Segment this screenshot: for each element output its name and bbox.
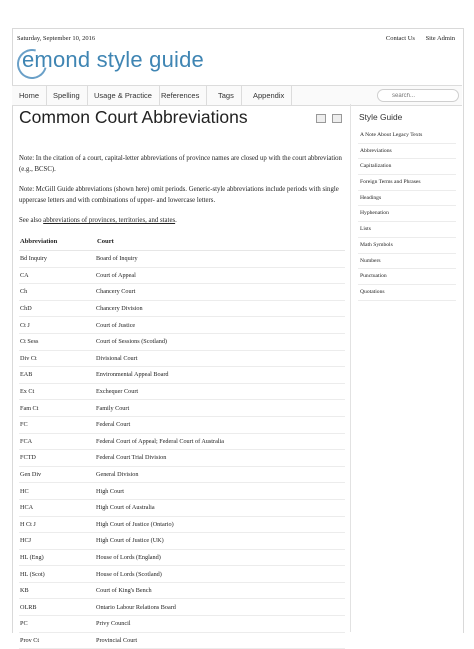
court-cell: Federal Court [96, 416, 345, 433]
sidebar-list [358, 128, 456, 301]
abbreviation-cell: HCJ [19, 533, 96, 550]
page-tools [314, 114, 342, 132]
tab-usage-practice[interactable]: Usage & Practice [87, 86, 160, 105]
abbreviation-cell: Ch [19, 284, 96, 301]
table-row [19, 549, 345, 566]
court-cell: Divisional Court [96, 350, 345, 367]
table-header-row [19, 232, 345, 251]
see-also [19, 215, 349, 226]
tab-references[interactable]: References [154, 86, 207, 105]
sidebar-item[interactable]: Abbreviations [358, 144, 456, 160]
court-cell: Federal Court of Appeal; Federal Court of Australia [96, 433, 345, 450]
court-cell: High Court of Australia [96, 499, 345, 516]
abbreviation-cell: CA [19, 267, 96, 284]
abbreviation-cell: EAB [19, 367, 96, 384]
table-row [19, 433, 345, 450]
table-row [19, 416, 345, 433]
court-cell: Environmental Appeal Board [96, 367, 345, 384]
top-links [377, 35, 455, 42]
table-row [19, 367, 345, 384]
court-cell: Privy Council [96, 616, 345, 633]
table-row [19, 632, 345, 649]
abbreviation-cell: PC [19, 616, 96, 633]
table-row [19, 616, 345, 633]
sidebar-item[interactable]: Punctuation [358, 269, 456, 285]
table-body [19, 251, 345, 649]
tab-spelling[interactable]: Spelling [46, 86, 88, 105]
see-also-prefix: See also [19, 217, 44, 224]
table-row [19, 533, 345, 550]
table-row [19, 499, 345, 516]
court-cell: Provincial Court [96, 632, 345, 649]
site-logo[interactable] [17, 47, 217, 81]
header-abbreviation: Abbreviation [19, 232, 96, 251]
court-abbreviations-table [19, 232, 345, 649]
abbreviation-cell: FC [19, 416, 96, 433]
tab-tags[interactable]: Tags [211, 86, 242, 105]
sidebar-item[interactable]: Lists [358, 222, 456, 238]
table-row [19, 466, 345, 483]
table-row [19, 383, 345, 400]
table-row [19, 599, 345, 616]
table-row [19, 284, 345, 301]
court-cell: Court of Appeal [96, 267, 345, 284]
sidebar-item[interactable]: Hyphenation [358, 206, 456, 222]
table-row [19, 267, 345, 284]
contact-us-link[interactable]: Contact Us [385, 35, 415, 42]
abbreviation-cell: FCTD [19, 450, 96, 467]
see-also-link[interactable]: abbreviations of provinces, territories, and states [43, 217, 176, 224]
abbreviation-cell: HC [19, 483, 96, 500]
header-court: Court [96, 232, 345, 251]
table-row [19, 566, 345, 583]
abbreviation-cell: HCA [19, 499, 96, 516]
table-row [19, 582, 345, 599]
court-cell: Chancery Division [96, 300, 345, 317]
abbreviation-cell: HL (Scot) [19, 566, 96, 583]
court-cell: House of Lords (England) [96, 549, 345, 566]
table-row [19, 516, 345, 533]
note-mcgill-guide: Note: McGill Guide abbreviations (shown here) omit periods. Generic-style abbreviations include periods with single uppercase letters and with combinations of upper- and lowercase letters. [19, 186, 339, 204]
sidebar-item[interactable]: Foreign Terms and Phrases [358, 175, 456, 191]
sidebar-item[interactable]: Headings [358, 191, 456, 207]
court-cell: Board of Inquiry [96, 251, 345, 268]
court-cell: Exchequer Court [96, 383, 345, 400]
abbreviation-cell: Ct J [19, 317, 96, 334]
court-cell: House of Lords (Scotland) [96, 566, 345, 583]
note-court-citation: Note: In the citation of a court, capital-letter abbreviations of province names are closed up with the court abbreviation (e.g., BCSC). [19, 155, 342, 173]
abbreviation-cell: Prov Ct [19, 632, 96, 649]
table-row [19, 317, 345, 334]
top-bar [12, 33, 462, 47]
tab-home[interactable]: Home [12, 86, 47, 105]
sidebar-item[interactable]: Numbers [358, 254, 456, 270]
court-cell: Ontario Labour Relations Board [96, 599, 345, 616]
sidebar-title: Style Guide [359, 112, 403, 122]
abbreviation-cell: H Ct J [19, 516, 96, 533]
table-row [19, 251, 345, 268]
main-content [12, 104, 350, 644]
abbreviation-cell: FCA [19, 433, 96, 450]
page-title: Common Court Abbreviations [19, 107, 248, 127]
court-cell: High Court [96, 483, 345, 500]
table-row [19, 300, 345, 317]
court-cell: Family Court [96, 400, 345, 417]
column-divider [350, 104, 351, 632]
court-cell: Court of Sessions (Scotland) [96, 333, 345, 350]
tab-appendix[interactable]: Appendix [246, 86, 292, 105]
site-admin-link[interactable]: Site Admin [425, 35, 455, 42]
court-cell: Chancery Court [96, 284, 345, 301]
email-icon[interactable] [332, 114, 342, 123]
abbreviation-cell: Div Ct [19, 350, 96, 367]
court-cell: High Court of Justice (Ontario) [96, 516, 345, 533]
sidebar-item[interactable]: Math Symbols [358, 238, 456, 254]
logo-text: emond style guide [22, 47, 204, 72]
court-cell: General Division [96, 466, 345, 483]
sidebar-item[interactable]: Quotations [358, 285, 456, 301]
abbreviation-cell: ChD [19, 300, 96, 317]
abbreviation-cell: Bd Inquiry [19, 251, 96, 268]
abbreviation-cell: KB [19, 582, 96, 599]
abbreviation-cell: HL (Eng) [19, 549, 96, 566]
court-cell: High Court of Justice (UK) [96, 533, 345, 550]
abbreviation-cell: Ex Ct [19, 383, 96, 400]
court-cell: Court of King's Bench [96, 582, 345, 599]
abbreviation-cell: Gen Div [19, 466, 96, 483]
court-cell: Court of Justice [96, 317, 345, 334]
table-row [19, 400, 345, 417]
table-row [19, 483, 345, 500]
sidebar-item[interactable]: A Note About Legacy Texts [358, 128, 456, 144]
search-input[interactable] [377, 89, 459, 102]
table-row [19, 450, 345, 467]
table-row [19, 333, 345, 350]
current-date: Saturday, September 10, 2016 [17, 35, 96, 42]
see-also-suffix: . [175, 217, 177, 224]
table-row [19, 350, 345, 367]
abbreviation-cell: OLRB [19, 599, 96, 616]
court-cell: Federal Court Trial Division [96, 450, 345, 467]
abbreviation-cell: Fam Ct [19, 400, 96, 417]
main-nav [12, 85, 462, 106]
print-icon[interactable] [316, 114, 326, 123]
abbreviation-cell: Ct Sess [19, 333, 96, 350]
sidebar-item[interactable]: Capitalization [358, 159, 456, 175]
